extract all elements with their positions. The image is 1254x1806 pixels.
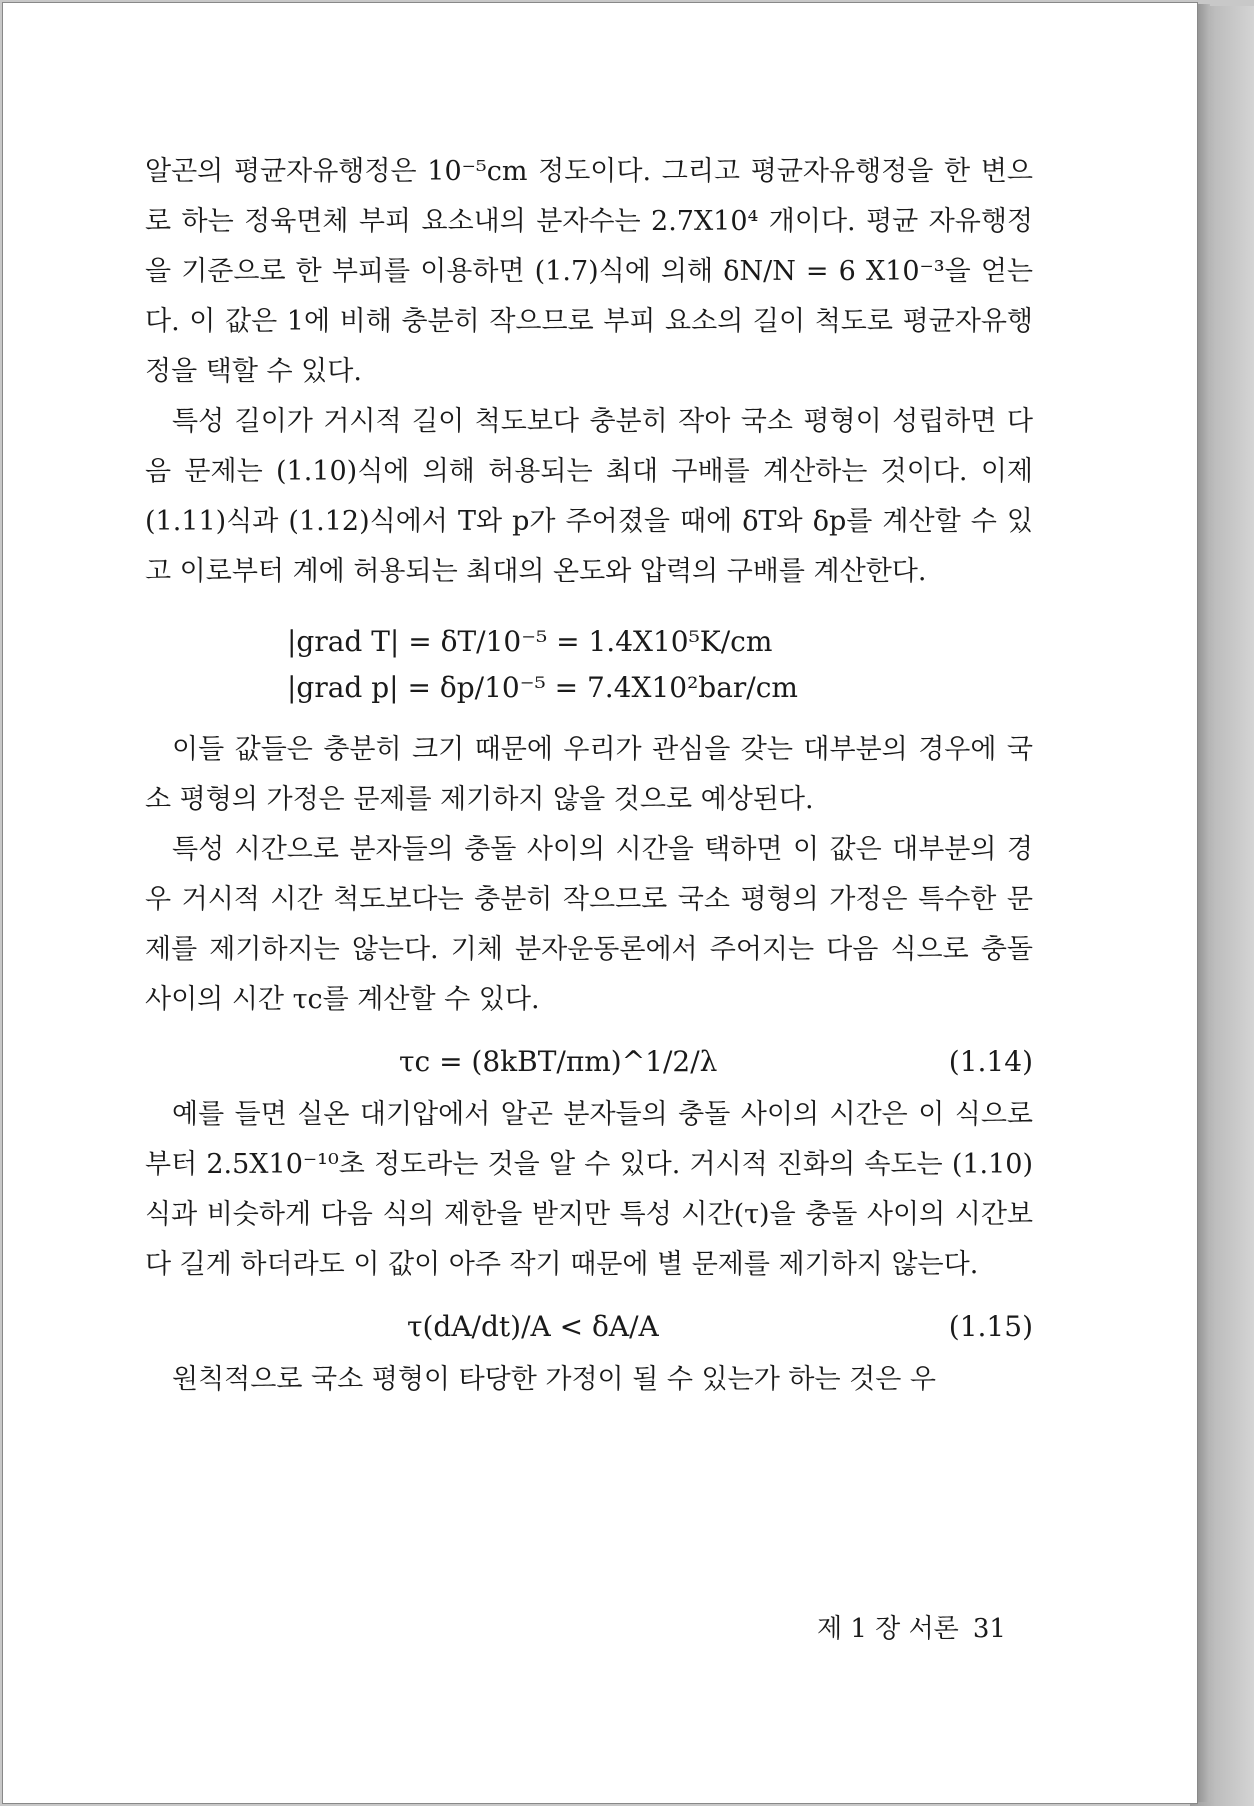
page-body (145, 147, 1033, 1405)
running-footer (803, 1608, 1006, 1645)
chapter-title: 제 1 장 서론 (817, 1614, 959, 1644)
gradient-formulas (145, 619, 1033, 711)
equation-1-15-number: (1.15) (948, 1310, 1033, 1343)
equation-1-15 (145, 1310, 1033, 1343)
equation-1-14 (145, 1045, 1033, 1078)
equation-1-15-expr: τ(dA/dt)/A < δA/A (407, 1310, 659, 1343)
equation-1-14-number: (1.14) (948, 1045, 1033, 1078)
paragraph-3: 이들 값들은 충분히 크기 때문에 우리가 관심을 갖는 대부분의 경우에 국소 평형의 가정은 문제를 제기하지 않을 것으로 예상된다. (145, 734, 1033, 815)
formula-grad-p: |grad p| = δp/10⁻⁵ = 7.4X10²bar/cm (287, 671, 798, 704)
paragraph-1: 알곤의 평균자유행정은 10⁻⁵cm 정도이다. 그리고 평균자유행정을 한 변으로 하는 정육면체 부피 요소내의 분자수는 2.7X10⁴ 개이다. 평균 자유행정을 기준으로 한 부피를 이용하면 (1.7)식에 의해 δN/N = 6 X10⁻³을 얻는다. 이 값은 1에 비해 충분히 작으므로 부피 요소의 길이 척도로 평균자유행정을 택할 수 있다. (145, 156, 1033, 387)
page-number: 31 (972, 1614, 1006, 1644)
equation-1-14-expr: τc = (8kBT/πm)^1/2/λ (399, 1045, 718, 1078)
paragraph-6: 원칙적으로 국소 평형이 타당한 가정이 될 수 있는가 하는 것은 우 (172, 1364, 936, 1395)
book-page (2, 2, 1198, 1804)
paragraph-4: 특성 시간으로 분자들의 충돌 사이의 시간을 택하면 이 값은 대부분의 경우 거시적 시간 척도보다는 충분히 작으므로 국소 평형의 가정은 특수한 문제를 제기하지는 않는다. 기체 분자운동론에서 주어지는 다음 식으로 충돌 사이의 시간 τc를 계산할 수 있다. (145, 834, 1033, 1015)
formula-grad-t: |grad T| = δT/10⁻⁵ = 1.4X10⁵K/cm (287, 625, 773, 658)
paragraph-5: 예를 들면 실온 대기압에서 알곤 분자들의 충돌 사이의 시간은 이 식으로부터 2.5X10⁻¹⁰초 정도라는 것을 알 수 있다. 거시적 진화의 속도는 (1.10)식과 비슷하게 다음 식의 제한을 받지만 특성 시간(τ)을 충돌 사이의 시간보다 길게 하더라도 이 값이 아주 작기 때문에 별 문제를 제기하지 않는다. (145, 1099, 1033, 1280)
paragraph-2: 특성 길이가 거시적 길이 척도보다 충분히 작아 국소 평형이 성립하면 다음 문제는 (1.10)식에 의해 허용되는 최대 구배를 계산하는 것이다. 이제 (1.11)식과 (1.12)식에서 T와 p가 주어졌을 때에 δT와 δp를 계산할 수 있고 이로부터 계에 허용되는 최대의 온도와 압력의 구배를 계산한다. (145, 406, 1033, 587)
